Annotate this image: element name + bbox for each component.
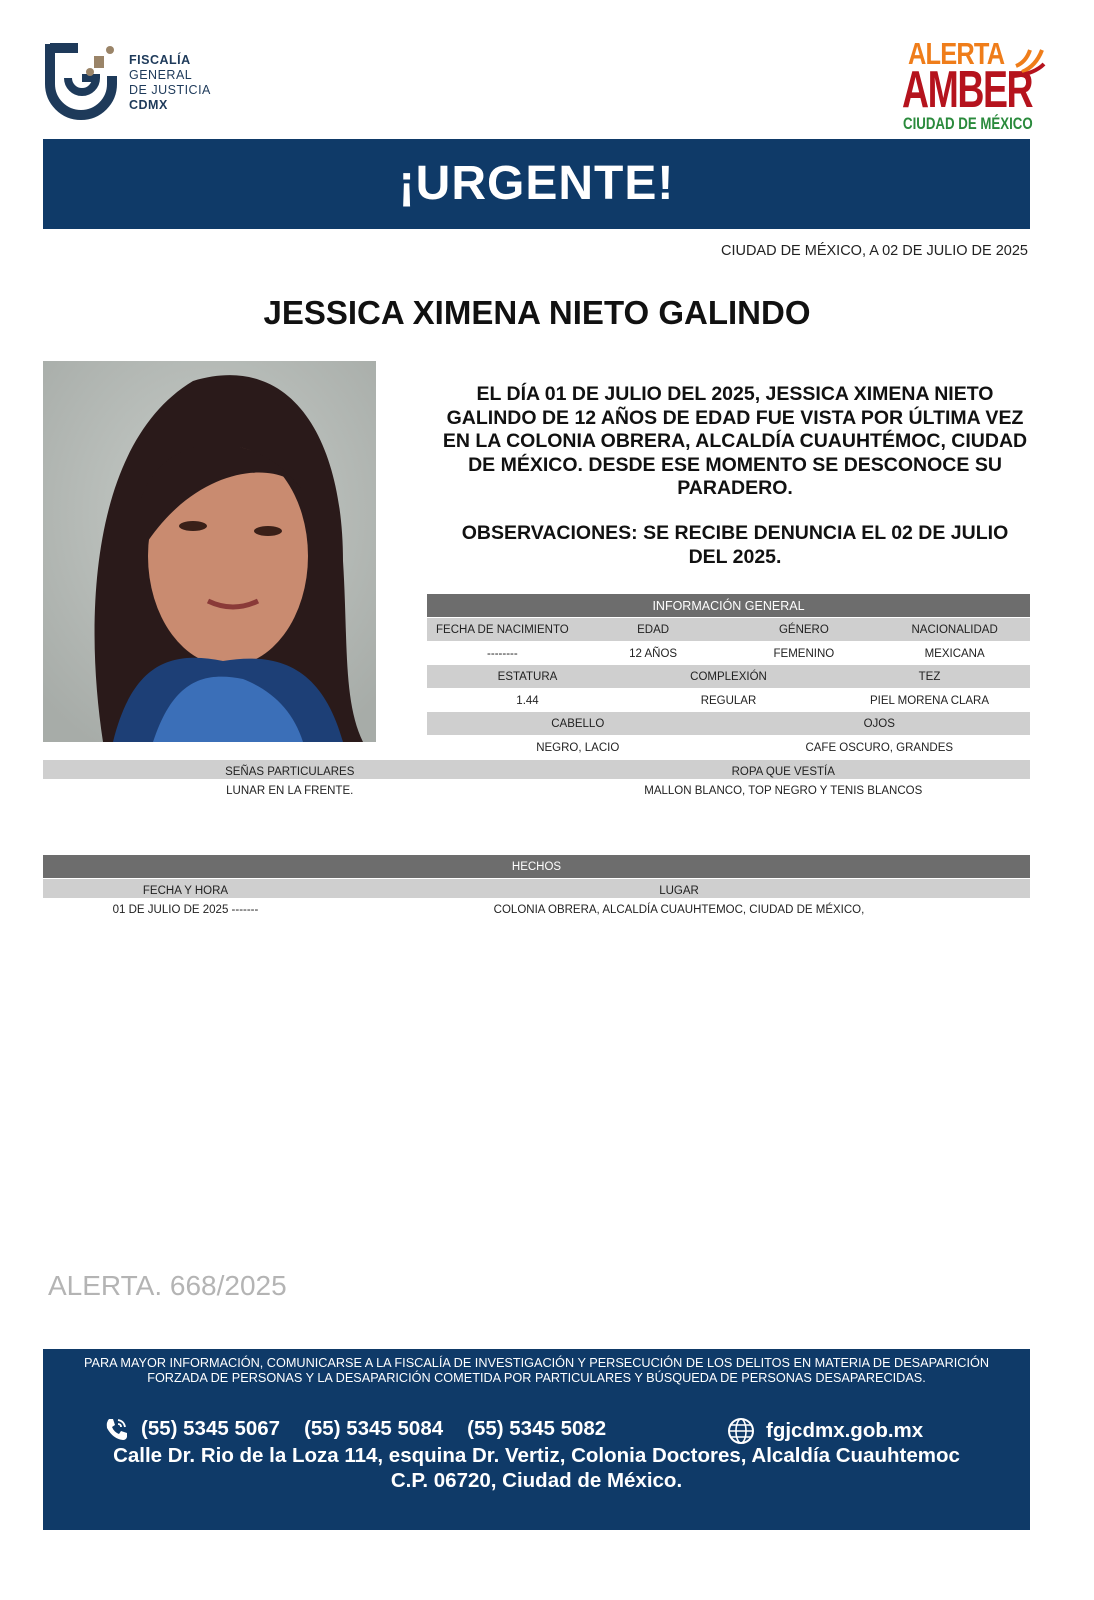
amber-line-amber: AMBER: [902, 61, 1033, 119]
info-row3-values: [427, 736, 1030, 759]
info-general-title-row: [427, 594, 1030, 617]
info-row2-values: [427, 689, 1030, 712]
value-ropa: MALLON BLANCO, TOP NEGRO Y TENIS BLANCOS: [644, 784, 923, 797]
phone-3[interactable]: (55) 5345 5082: [467, 1417, 607, 1440]
value-tez: PIEL MORENA CLARA: [869, 694, 990, 707]
footer-note-line-2: FORZADA DE PERSONAS Y LA DESAPARICIÓN COMETIDA POR PARTICULARES Y BÚSQUEDA DE PERSONAS DESAPARECIDAS.: [147, 1371, 926, 1385]
amber-line-cdmx: CIUDAD DE MÉXICO: [903, 114, 1033, 133]
footer-note-line-1: PARA MAYOR INFORMACIÓN, COMUNICARSE A LA FISCALÍA DE INVESTIGACIÓN Y PERSECUCIÓN DE LOS DELITOS EN MATERIA DE DESAPARICIÓN: [84, 1356, 989, 1370]
header-lugar: LUGAR: [659, 884, 699, 897]
header-edad: EDAD: [637, 623, 670, 636]
header-senas: SEÑAS PARTICULARES: [225, 765, 355, 778]
phone-2[interactable]: (55) 5345 5084: [304, 1417, 444, 1440]
amber-waves-icon: [1012, 42, 1050, 82]
value-cabello: NEGRO, LACIO: [536, 741, 620, 754]
alerta-amber-logo: [902, 36, 1052, 136]
value-lugar: COLONIA OBRERA, ALCALDÍA CUAUHTEMOC, CIUDAD DE MÉXICO,: [493, 903, 865, 916]
website: [726, 1416, 923, 1446]
phone-1[interactable]: (55) 5345 5067: [141, 1417, 281, 1440]
header-tez: TEZ: [918, 670, 941, 683]
value-genero: FEMENINO: [773, 647, 835, 660]
info-row1-values: [427, 642, 1030, 665]
value-complexion: REGULAR: [700, 694, 757, 707]
value-nacionalidad: MEXICANA: [924, 647, 985, 660]
footer-note: [43, 1356, 1030, 1386]
header-nacionalidad: NACIONALIDAD: [911, 623, 998, 636]
address-line-1: Calle Dr. Rio de la Loza 114, esquina Dr. Vertiz, Colonia Doctores, Alcaldía Cuauhtemoc: [113, 1444, 960, 1467]
fgj-line-4: CDMX: [129, 98, 168, 112]
value-estatura: 1.44: [516, 694, 539, 707]
phone-numbers: [103, 1416, 630, 1442]
info-row2-headers: [427, 665, 1030, 688]
address-line-2: C.P. 06720, Ciudad de México.: [390, 1469, 683, 1492]
senas-values-row: [43, 779, 1030, 802]
value-ojos: CAFE OSCURO, GRANDES: [805, 741, 954, 754]
alerta-number: ALERTA. 668/2025: [48, 1270, 287, 1301]
phone-icon: [103, 1416, 129, 1442]
hechos-values-row: [43, 898, 1030, 921]
footer-contact-panel: [43, 1349, 1030, 1530]
header-ojos: OJOS: [863, 717, 895, 730]
address: [43, 1443, 1030, 1493]
header-fecha-nacimiento: FECHA DE NACIMIENTO: [436, 623, 569, 636]
value-senas: LUNAR EN LA FRENTE.: [226, 784, 354, 797]
header-genero: GÉNERO: [778, 623, 829, 636]
issue-date: CIUDAD DE MÉXICO, A 02 DE JULIO DE 2025: [720, 243, 1028, 259]
website-link[interactable]: fgjcdmx.gob.mx: [766, 1419, 924, 1442]
fgj-logo: [44, 42, 224, 130]
person-name: JESSICA XIMENA NIETO GALINDO: [263, 294, 811, 331]
hechos-title: HECHOS: [511, 860, 562, 873]
globe-icon: [726, 1416, 756, 1446]
info-row1-headers: [427, 618, 1030, 641]
info-row3-headers: [427, 712, 1030, 735]
person-photo: [43, 361, 376, 742]
narrative-text: EL DÍA 01 DE JULIO DEL 2025, JESSICA XIMENA NIETO GALINDO DE 12 AÑOS DE EDAD FUE VISTA POR ÚLTIMA VEZ EN LA COLONIA OBRERA, ALCALDÍA CUAUHTÉMOC, CIUDAD DE MÉXICO. DESDE ESE MOMENTO SE DESCONOCE SU PARADERO.: [442, 383, 1028, 499]
header-estatura: ESTATURA: [497, 670, 558, 683]
fgj-logo-icon: [44, 42, 118, 128]
header-cabello: CABELLO: [551, 717, 605, 730]
fgj-logo-text: [129, 53, 211, 113]
header-fecha-hora: FECHA Y HORA: [142, 884, 229, 897]
header-ropa: ROPA QUE VESTÍA: [731, 765, 835, 778]
fgj-line-1: FISCALÍA: [129, 53, 191, 67]
fgj-line-3: DE JUSTICIA: [129, 83, 211, 97]
amber-line-alerta: ALERTA: [908, 36, 1005, 71]
observaciones-text: OBSERVACIONES: SE RECIBE DENUNCIA EL 02 DE JULIO DEL 2025.: [461, 522, 1009, 568]
value-edad: 12 AÑOS: [629, 647, 678, 660]
urgent-banner: ¡URGENTE!: [43, 139, 1030, 229]
info-general-title: INFORMACIÓN GENERAL: [652, 598, 805, 613]
fgj-line-2: GENERAL: [129, 68, 193, 82]
hechos-title-row: [43, 855, 1030, 878]
value-fecha-hora: 01 DE JULIO DE 2025 -------: [112, 903, 259, 916]
value-fecha-nacimiento: --------: [487, 647, 518, 660]
header-complexion: COMPLEXIÓN: [690, 670, 767, 683]
